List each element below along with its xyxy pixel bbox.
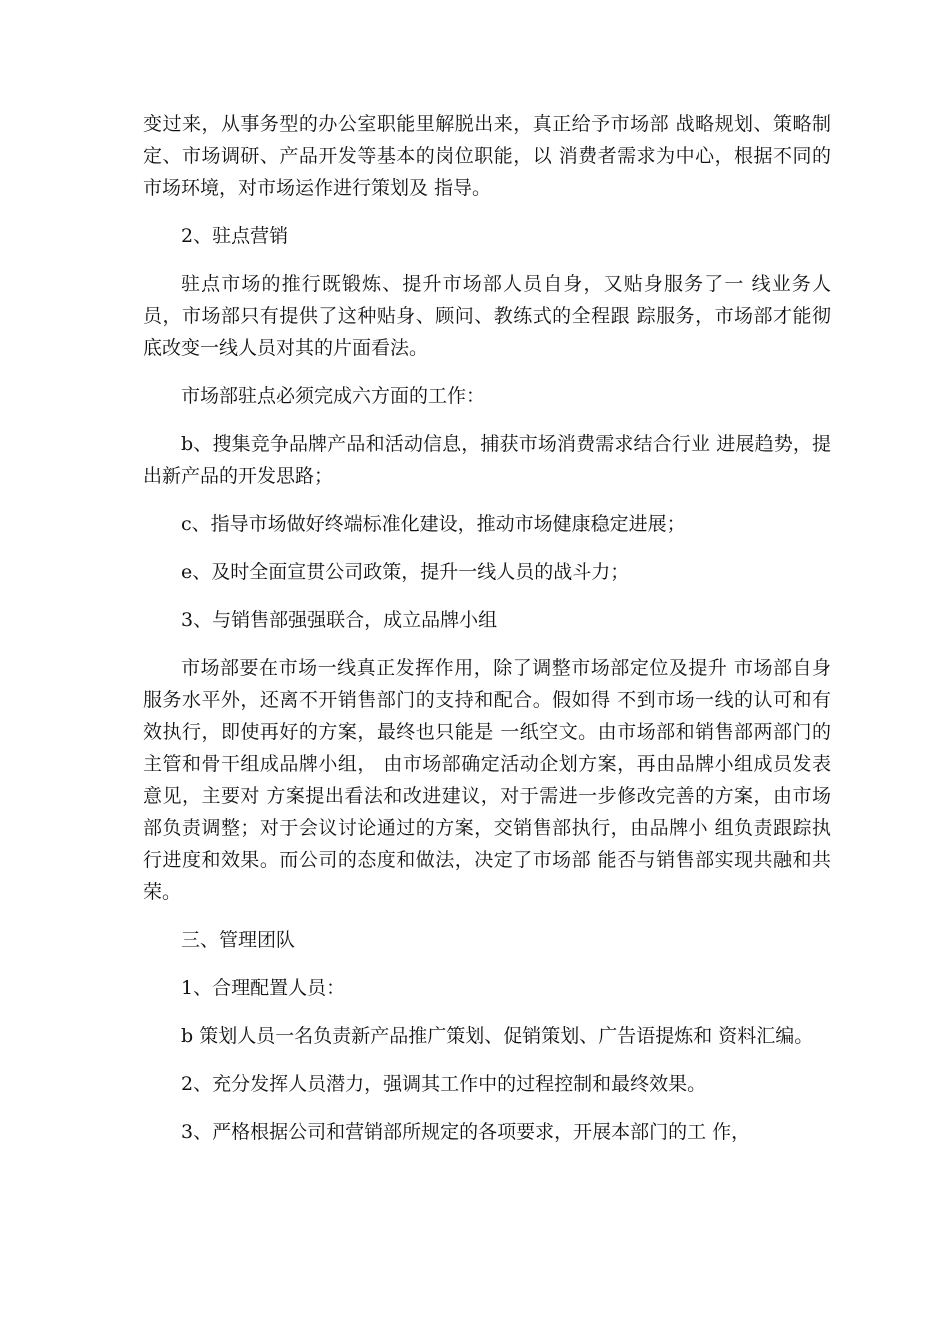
paragraph-brand-team: 市场部要在市场一线真正发挥作用，除了调整市场部定位及提升 市场部自身服务水平外，还离不开销售部门的支持和配合。假如得 不到市场一线的认可和有效执行，即使再好的方案，最终也只能是 一纸空文。由市场部和销售部两部门的主管和骨干组成品牌小组， 由市场部确定活动企划方案，再由品牌小组成员发表意见，主要对 方案提出看法和改进建议，对于需进一步修改完善的方案，由市场 部负责调整；对于会议讨论通过的方案，交销售部执行，由品牌小 组负责跟踪执行进度和效果。而公司的态度和做法，决定了市场部 能否与销售部实现共融和共荣。 [143,657,831,903]
paragraph-planner-role: b 策划人员一名负责新产品推广策划、促销策划、广告语提炼和 资料汇编。 [181,1025,814,1047]
list-item-c: c、指导市场做好终端标准化建设，推动市场健康稳定进展； [181,513,686,535]
paragraph-stationed-marketing: 驻点市场的推行既锻炼、提升市场部人员自身，又贴身服务了一 线业务人员，市场部只有提供了这种贴身、顾问、教练式的全程跟 踪服务，市场部才能彻底改变一线人员对其的片面看法。 [143,273,831,359]
paragraph-six-tasks-intro: 市场部驻点必须完成六方面的工作： [181,385,486,407]
paragraph-staff-potential: 2、充分发挥人员潜力，强调其工作中的过程控制和最终效果。 [181,1073,707,1095]
heading-stationed-marketing: 2、驻点营销 [181,225,289,247]
paragraph-requirements: 3、严格根据公司和营销部所规定的各项要求，开展本部门的工 作， [181,1121,751,1143]
heading-brand-team: 3、与销售部强强联合，成立品牌小组 [181,609,498,631]
list-item-b: b、搜集竞争品牌产品和活动信息，捕获市场消费需求结合行业 进展趋势，提出新产品的开发思路； [143,433,831,487]
heading-management-team: 三、管理团队 [181,929,296,951]
list-item-e: e、及时全面宣贯公司政策，提升一线人员的战斗力； [181,561,630,583]
paragraph-continuation: 变过来，从事务型的办公室职能里解脱出来，真正给予市场部 战略规划、策略制定、市场调研、产品开发等基本的岗位职能，以 消费者需求为中心，根据不同的市场环境，对市场运作进行策划及 指导。 [143,113,831,199]
document-body [143,108,831,1164]
heading-staff-allocation: 1、合理配置人员： [181,977,346,999]
